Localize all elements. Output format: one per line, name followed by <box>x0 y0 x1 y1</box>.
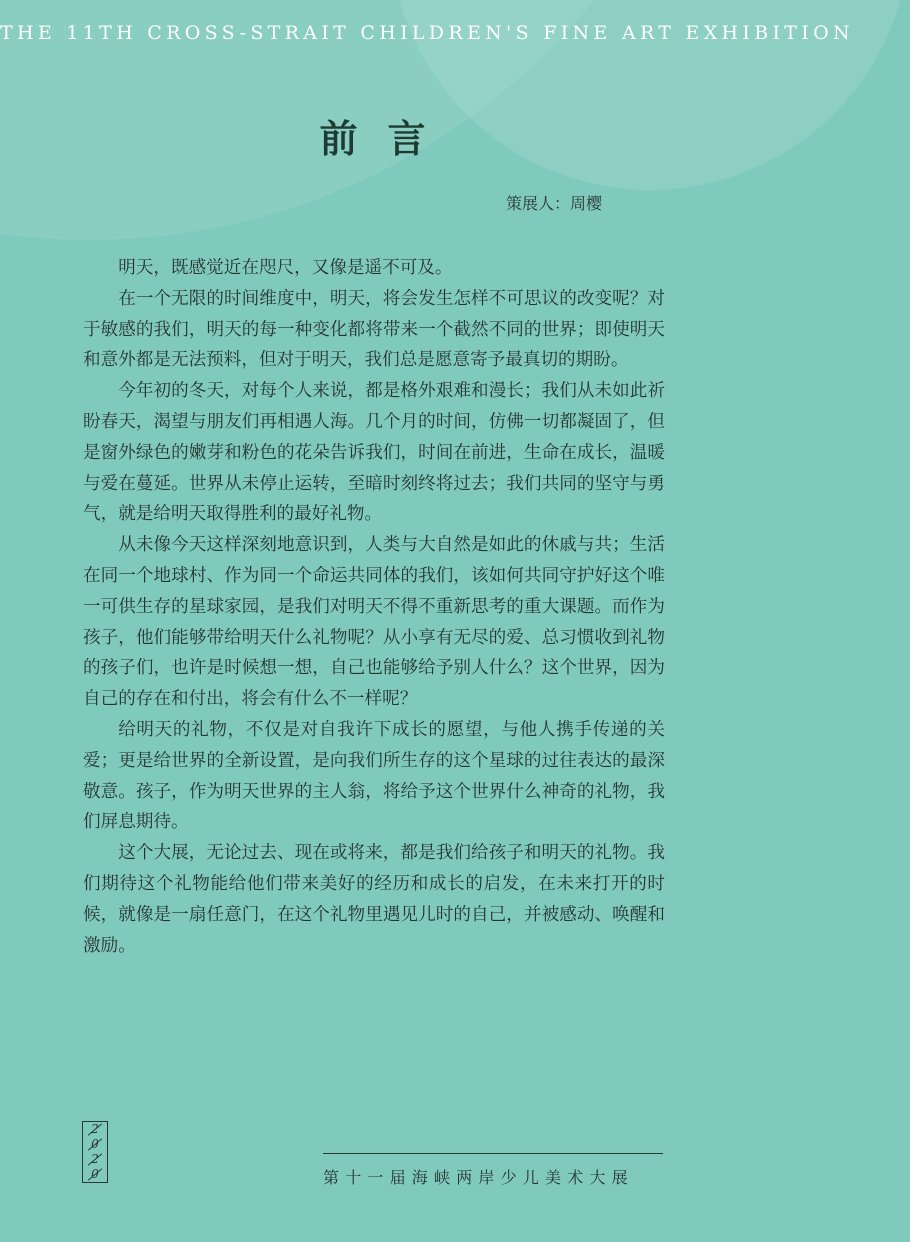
year-logo <box>82 1121 108 1183</box>
year-digit-1: 2 <box>83 1122 107 1137</box>
footer-divider <box>323 1153 663 1154</box>
chinese-exhibition-title: 第十一届海峡两岸少儿美术大展 <box>323 1168 634 1187</box>
year-digit-3: 2 <box>83 1152 107 1167</box>
curator-credit: 策展人：周樱 <box>506 194 603 213</box>
year-digit-4: 0 <box>83 1167 107 1182</box>
paragraph-5: 给明天的礼物，不仅是对自我许下成长的愿望，与他人携手传递的关爱；更是给世界的全新设置，是向我们所生存的这个星球的过往表达的最深敬意。孩子，作为明天世界的主人翁，将给予这个世界什么神奇的礼物，我们屏息期待。 <box>83 719 665 833</box>
year-digit-2: 0 <box>83 1137 107 1152</box>
preface-body <box>83 253 665 961</box>
paragraph-3: 今年初的冬天，对每个人来说，都是格外艰难和漫长；我们从未如此祈盼春天，渴望与朋友们再相遇人海。几个月的时间，仿佛一切都凝固了，但是窗外绿色的嫩芽和粉色的花朵告诉我们，时间在前进，生命在成长，温暖与爱在蔓延。世界从未停止运转，至暗时刻终将过去；我们共同的坚守与勇气，就是给明天取得胜利的最好礼物。 <box>83 381 665 525</box>
paragraph-6: 这个大展，无论过去、现在或将来，都是我们给孩子和明天的礼物。我们期待这个礼物能给他们带来美好的经历和成长的启发，在未来打开的时候，就像是一扇任意门，在这个礼物里遇见儿时的自己，并被感动、唤醒和激励。 <box>83 843 665 956</box>
paragraph-1: 明天，既感觉近在咫尺，又像是遥不可及。 <box>118 258 453 278</box>
paragraph-2: 在一个无限的时间维度中，明天，将会发生怎样不可思议的改变呢？对于敏感的我们，明天的每一种变化都将带来一个截然不同的世界；即使明天和意外都是无法预料，但对于明天，我们总是愿意寄予最真切的期盼。 <box>83 288 665 371</box>
page-title: 前言 <box>319 117 456 161</box>
paragraph-4: 从未像今天这样深刻地意识到，人类与大自然是如此的休戚与共；生活在同一个地球村、作为同一个命运共同体的我们，该如何共同守护好这个唯一可供生存的星球家园，是我们对明天不得不重新思考的重大课题。而作为孩子，他们能够带给明天什么礼物呢？从小享有无尽的爱、总习惯收到礼物的孩子们，也许是时候想一想，自己也能够给予别人什么？这个世界，因为自己的存在和付出，将会有什么不一样呢？ <box>83 535 665 710</box>
english-exhibition-title: THE 11TH CROSS-STRAIT CHILDREN'S FINE ART EXHIBITION <box>0 22 854 44</box>
